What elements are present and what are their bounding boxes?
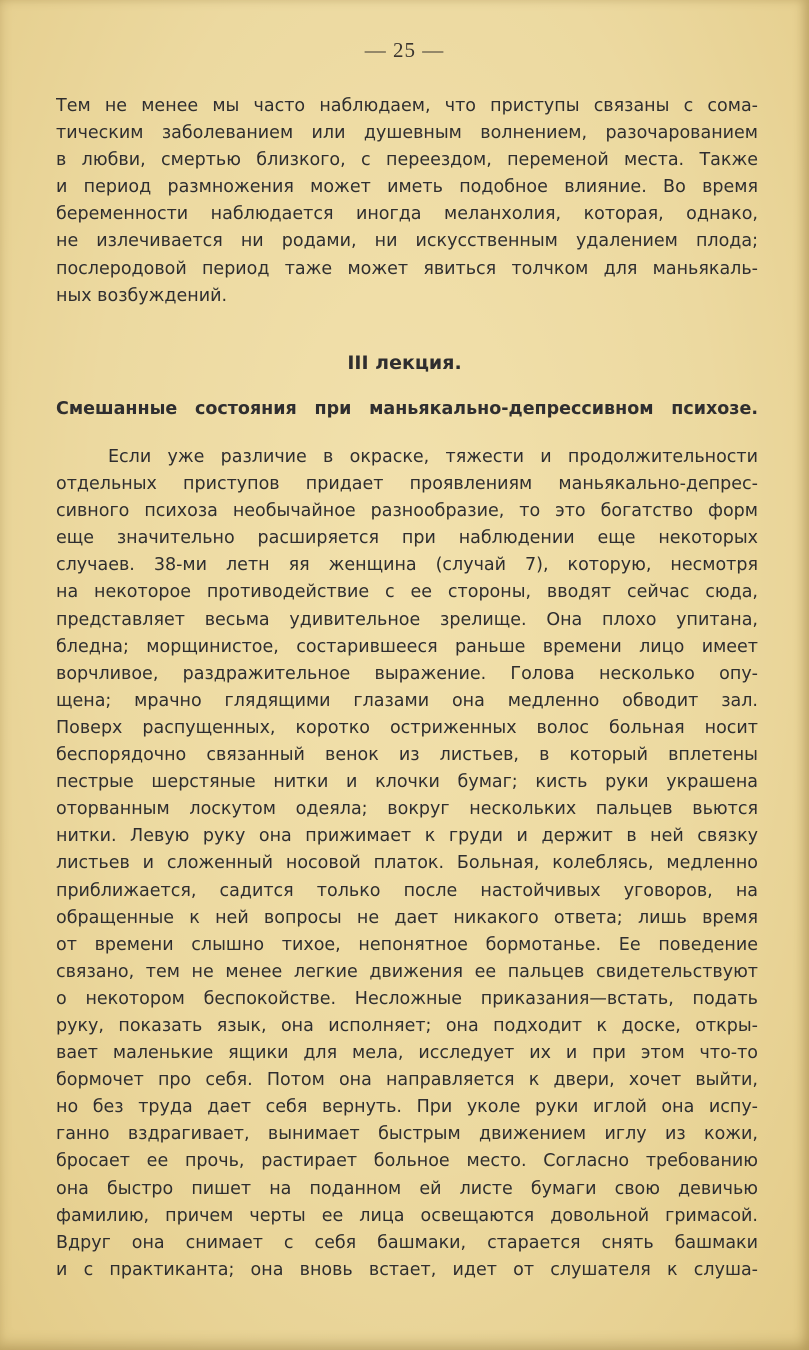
section-heading: Смешанные состояния при маньякально-депрессивном психозе.: [56, 399, 758, 419]
text-line: еще значительно расширяется при наблюдении еще некоторых: [56, 528, 758, 549]
text-line: ганно вздрагивает, вынимает быстрым движением иглу из кожи,: [56, 1124, 758, 1145]
text-line: но без труда дает себя вернуть. При уколе руки иглой она испу-: [56, 1097, 758, 1118]
text-line: не излечивается ни родами, ни искусственным удалением плода;: [56, 231, 758, 252]
text-line: связано, тем не менее легкие движения ее пальцев свидетельствуют: [56, 961, 758, 982]
text-line: о некотором беспокойстве. Несложные приказания—встать, подать: [56, 988, 758, 1009]
text-line: руку, показать язык, она исполняет; она подходит к доске, откры-: [56, 1015, 758, 1036]
text-line: ных возбуждений.: [56, 285, 228, 306]
text-line: вает маленькие ящики для мела, исследует их и при этом что-то: [56, 1043, 758, 1064]
text-line: беременности наблюдается иногда меланхолия, которая, однако,: [56, 204, 758, 225]
intro-paragraph: [56, 93, 758, 310]
text-line: листьев и сложенный носовой платок. Больная, колеблясь, медленно: [56, 853, 758, 874]
page-number: — 25 —: [364, 38, 445, 62]
text-line: Тем не менее мы часто наблюдаем, что приступы связаны с сома-: [56, 96, 758, 116]
text-line: она быстро пишет на поданном ей листе бумаги свою девичью: [56, 1178, 758, 1199]
text-line: оторванным лоскутом одеяла; вокруг нескольких пальцев вьются: [56, 799, 758, 820]
text-line: послеродовой период таже может явиться толчком для маньякаль-: [56, 258, 758, 279]
text-line: обращенные к ней вопросы не дает никакого ответа; лишь время: [56, 907, 758, 928]
text-line: бросает ее прочь, растирает больное место. Согласно требованию: [56, 1151, 758, 1172]
text-line: и с практиканта; она вновь встает, идет от слушателя к слуша-: [56, 1259, 758, 1280]
text-line: пестрые шерстяные нитки и клочки бумаг; кисть руки украшена: [56, 772, 758, 793]
lecture-title: III лекция.: [347, 352, 462, 374]
text-line: приближается, садится только после настойчивых уговоров, на: [56, 880, 758, 901]
text-line: бормочет про себя. Потом она направляется к двери, хочет выйти,: [56, 1070, 758, 1091]
text-line: ворчливое, раздражительное выражение. Голова несколько опу-: [56, 663, 758, 684]
text-line: бледна; морщинистое, состарившееся раньше времени лицо имеет: [56, 636, 758, 657]
text-line: от времени слышно тихое, непонятное бормотанье. Ее поведение: [56, 934, 758, 955]
text-line: Поверх распущенных, коротко остриженных волос больная носит: [56, 717, 758, 738]
text-line: отдельных приступов придает проявлениям маньякально-депрес-: [56, 474, 758, 495]
text-line: представляет весьма удивительное зрелище. Она плохо упитана,: [56, 609, 758, 630]
text-line: беспорядочно связанный венок из листьев, в который вплетены: [56, 745, 758, 766]
text-line: щена; мрачно глядящими глазами она медленно обводит зал.: [56, 690, 758, 711]
text-line: фамилию, причем черты ее лица освещаются довольной гримасой.: [56, 1205, 758, 1226]
text-line: и период размножения может иметь подобное влияние. Во время: [56, 177, 758, 198]
text-line: на некоторое противодействие с ее стороны, вводят сейчас сюда,: [56, 582, 758, 603]
text-line: нитки. Левую руку она прижимает к груди и держит в ней связку: [56, 826, 758, 847]
body-paragraph: [56, 444, 758, 1284]
text-line: тическим заболеванием или душевным волнением, разочарованием: [56, 123, 758, 144]
text-line: Если уже различие в окраске, тяжести и продолжительности: [108, 447, 758, 467]
text-line: сивного психоза необычайное разнообразие, то это богатство форм: [56, 501, 758, 522]
text-line: в любви, смертью близкого, с переездом, переменой места. Также: [56, 150, 758, 171]
text-line: Вдруг она снимает с себя башмаки, старается снять башмаки: [56, 1232, 758, 1253]
text-line: случаев. 38-ми летн яя женщина (случай 7), которую, несмотря: [56, 555, 758, 576]
